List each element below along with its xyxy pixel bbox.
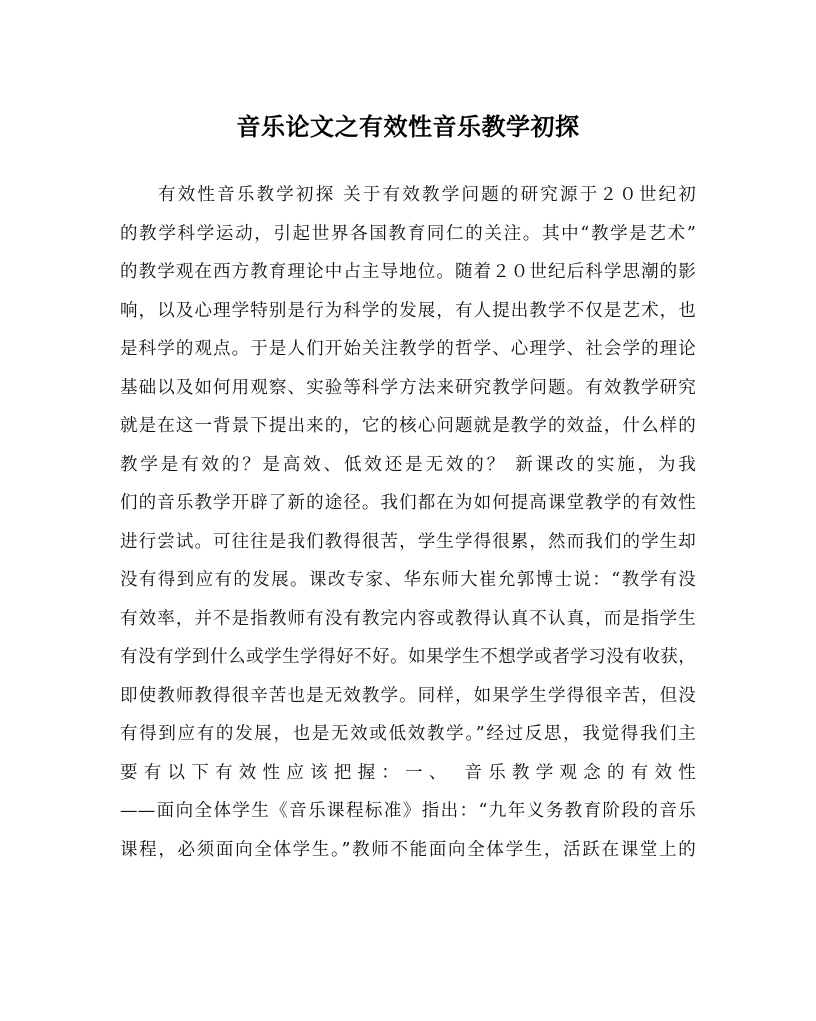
text-line: 进行尝试。可往往是我们教得很苦，学生学得很累，然而我们的学生却	[120, 531, 696, 552]
text-line: 是科学的观点。于是人们开始关注教学的哲学、心理学、社会学的理论	[120, 339, 696, 359]
text-line: 要有以下有效性应该把握：一、 音乐教学观念的有效性	[120, 762, 696, 783]
text-line: 们的音乐教学开辟了新的途径。我们都在为如何提高课堂教学的有效性	[120, 493, 696, 513]
text-line: 响，以及心理学特别是行为科学的发展，有人提出教学不仅是艺术，也	[120, 300, 696, 321]
text-line: 就是在这一背景下提出来的，它的核心问题就是教学的效益，什么样的	[120, 416, 696, 436]
text-line: 有没有学到什么或学生学得好不好。如果学生不想学或者学习没有收获，	[120, 647, 696, 667]
text-line: 有效率，并不是指教师有没有教完内容或教得认真不认真，而是指学生	[120, 608, 696, 629]
document-body	[120, 180, 696, 873]
text-line: 即使教师教得很辛苦也是无效教学。同样，如果学生学得很辛苦，但没	[120, 685, 696, 706]
text-line: 课程，必须面向全体学生。”教师不能面向全体学生，活跃在课堂上的	[120, 839, 696, 860]
text-line: 的教学科学运动，引起世界各国教育同仁的关注。其中“教学是艺术”	[120, 223, 696, 244]
text-line: 没有得到应有的发展。课改专家、华东师大崔允郭博士说：“教学有没	[120, 570, 696, 590]
text-line: 基础以及如何用观察、实验等科学方法来研究教学问题。有效教学研究	[120, 377, 696, 398]
text-line: 教学是有效的？是高效、低效还是无效的？ 新课改的实施，为我	[120, 454, 696, 475]
text-line: 的教学观在西方教育理论中占主导地位。随着２０世纪后科学思潮的影	[120, 262, 696, 282]
text-line: ——面向全体学生《音乐课程标准》指出：“九年义务教育阶段的音乐	[120, 801, 696, 821]
text-line: 有得到应有的发展，也是无效或低效教学。”经过反思，我觉得我们主	[120, 724, 696, 744]
document-title: 音乐论文之有效性音乐教学初探	[236, 112, 580, 141]
text-line: 有效性音乐教学初探 关于有效教学问题的研究源于２０世纪初	[158, 185, 696, 205]
